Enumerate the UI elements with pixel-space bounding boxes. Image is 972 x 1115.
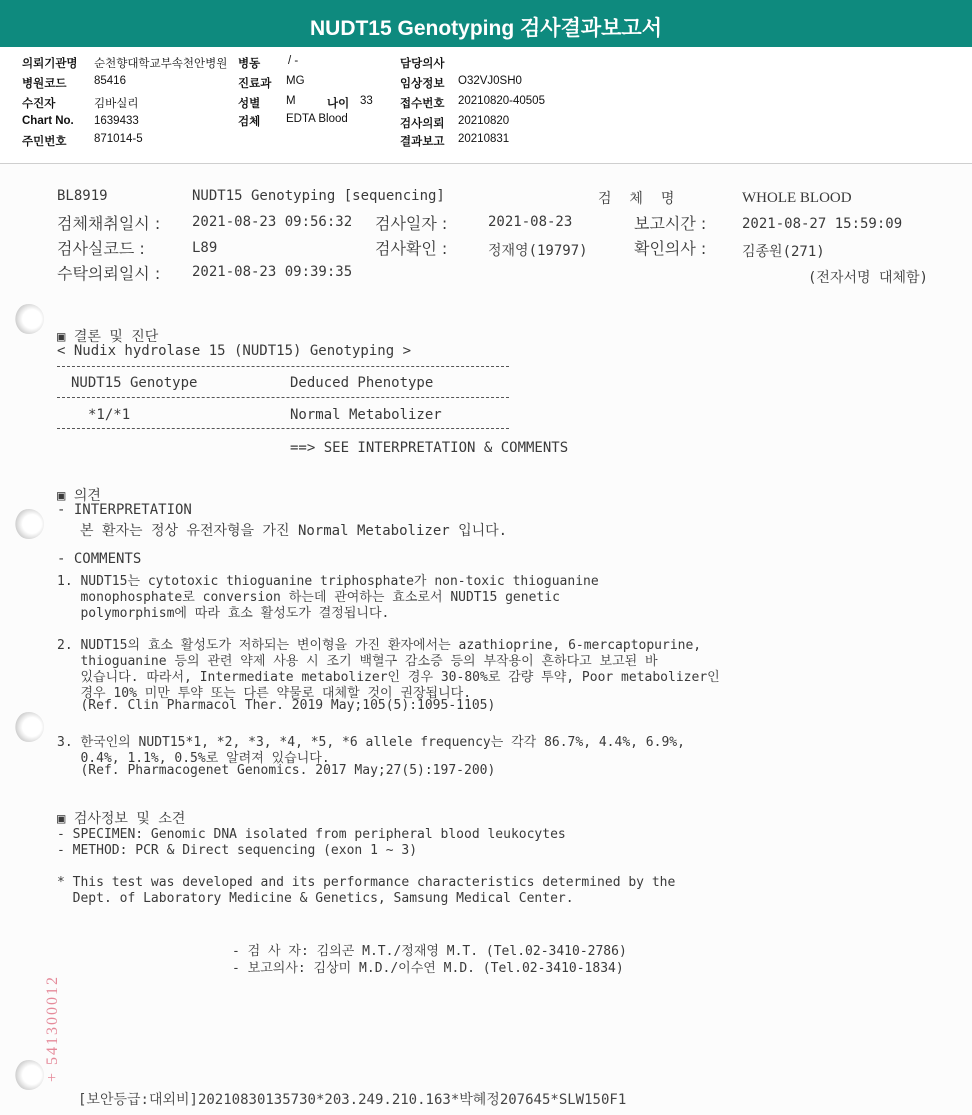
genotype-value: *1/*1 xyxy=(88,407,131,423)
chart-no-value: 1639433 xyxy=(94,115,139,127)
opinion-heading: ▣ 의견 xyxy=(57,488,101,504)
interpretation-text: 본 환자는 정상 유전자형을 가진 Normal Metabolizer 입니다. xyxy=(80,523,508,539)
comment-3-line: 3. 한국인의 NUDT15*1, *2, *3, *4, *5, *6 allele frequency는 각각 86.7%, 4.4%, 6.9%, xyxy=(57,735,685,750)
comment-2-line: thioguanine 등의 관련 약제 사용 시 조기 백혈구 감소증 등의 부작용이 흔하다고 보고된 바 xyxy=(57,654,658,669)
phenotype-value: Normal Metabolizer xyxy=(290,407,442,423)
patient-header xyxy=(0,50,972,164)
department-label: 진료과 xyxy=(238,78,272,90)
specimen-label: 검체 xyxy=(238,116,261,128)
request-date-value: 20210820 xyxy=(458,115,510,127)
request-time-value: 2021-08-23 09:39:35 xyxy=(192,264,353,280)
specimen-info: - SPECIMEN: Genomic DNA isolated from peripheral blood leukocytes xyxy=(57,827,566,842)
test-name: NUDT15 Genotyping [sequencing] xyxy=(192,188,445,204)
age-label: 나이 xyxy=(327,98,350,110)
report-date-label: 결과보고 xyxy=(400,136,445,148)
lab-code-value: L89 xyxy=(192,240,218,256)
test-date-label: 검사일자 : xyxy=(375,214,448,233)
comment-1-line: monophosphate로 conversion 하는데 관여하는 효소로서 NUDT15 genetic xyxy=(57,590,560,605)
punch-hole xyxy=(14,304,44,334)
sex-value: M xyxy=(286,95,296,107)
genotype-header: NUDT15 Genotype xyxy=(71,375,198,391)
comments-label: - COMMENTS xyxy=(57,551,142,567)
report-date-value: 20210831 xyxy=(458,133,510,145)
comment-1-line: 1. NUDT15는 cytotoxic thioguanine triphosphate가 non-toxic thioguanine xyxy=(57,574,599,589)
department-value: MG xyxy=(286,75,305,87)
table-divider xyxy=(57,428,509,429)
ward-value: / - xyxy=(288,55,299,67)
report-title-bar xyxy=(0,0,972,47)
test-date-value: 2021-08-23 xyxy=(488,214,573,230)
hospital-code-label: 병원코드 xyxy=(22,78,67,90)
report-time-value: 2021-08-27 15:59:09 xyxy=(742,216,903,232)
table-divider xyxy=(57,366,509,367)
comment-2-line: 있습니다. 따라서, Intermediate metabolizer인 경우 30-80%로 감량 투약, Poor metabolizer인 xyxy=(57,670,720,685)
punch-hole xyxy=(14,509,44,539)
collect-time-label: 검체채취일시 : xyxy=(57,214,161,233)
comment-2-line: (Ref. Clin Pharmacol Ther. 2019 May;105(5):1095-1105) xyxy=(57,698,496,713)
punch-hole xyxy=(14,1060,44,1090)
comment-3-line: 0.4%, 1.1%, 0.5%로 알려져 있습니다. xyxy=(57,751,330,766)
lab-code-label: 검사실코드 : xyxy=(57,239,145,258)
resident-no-label: 주민번호 xyxy=(22,136,67,148)
sex-label: 성별 xyxy=(238,98,261,110)
esign-note: (전자서명 대체함) xyxy=(808,270,928,286)
test-code: BL8919 xyxy=(57,188,108,204)
side-serial-number: + 541300012 xyxy=(44,974,61,1082)
doctor-label: 담당의사 xyxy=(400,58,445,70)
side-serial-number-wrap xyxy=(44,922,64,1082)
tester-line: - 검 사 자: 김의곤 M.T./정재영 M.T. (Tel.02-3410-2786) xyxy=(232,944,627,959)
ward-label: 병동 xyxy=(238,58,261,70)
specimen-name-value: WHOLE BLOOD xyxy=(742,190,852,206)
hospital-name-value: 순천향대학교부속천안병원 xyxy=(94,58,228,70)
punch-hole xyxy=(14,712,44,742)
interpretation-label: - INTERPRETATION xyxy=(57,502,192,518)
receipt-no-label: 접수번호 xyxy=(400,98,445,110)
reporter-line: - 보고의사: 김상미 M.D./이수연 M.D. (Tel.02-3410-1834) xyxy=(232,961,624,976)
age-value: 33 xyxy=(360,95,373,107)
method-info: - METHOD: PCR & Direct sequencing (exon 1 ~ 3) xyxy=(57,843,418,858)
comment-3-line: (Ref. Pharmacogenet Genomics. 2017 May;27(5):197-200) xyxy=(57,763,496,778)
collect-time-value: 2021-08-23 09:56:32 xyxy=(192,214,353,230)
report-title: NUDT15 Genotyping 검사결과보고서 xyxy=(309,17,662,40)
request-time-label: 수탁의뢰일시 : xyxy=(57,264,161,283)
patient-name-label: 수진자 xyxy=(22,98,56,110)
comment-2-line: 경우 10% 미만 투약 또는 다른 약물로 대체할 것이 권장됩니다. xyxy=(57,686,472,701)
confirm-value: 정재영(19797) xyxy=(488,243,588,259)
confirm-doctor-value: 김종원(271) xyxy=(742,244,825,260)
confirm-doctor-label: 확인의사 : xyxy=(634,239,707,258)
chart-no-label: Chart No. xyxy=(22,115,74,127)
resident-no-value: 871014-5 xyxy=(94,133,143,145)
table-divider xyxy=(57,397,509,398)
conclusion-heading: ▣ 결론 및 진단 xyxy=(57,329,159,345)
clinical-info-label: 임상정보 xyxy=(400,78,445,90)
clinical-info-value: O32VJ0SH0 xyxy=(458,75,522,87)
patient-name-value: 김바실리 xyxy=(94,98,139,110)
request-date-label: 검사의뢰 xyxy=(400,118,445,130)
see-interpretation: ==> SEE INTERPRETATION & COMMENTS xyxy=(290,440,569,456)
phenotype-header: Deduced Phenotype xyxy=(290,375,434,391)
confirm-label: 검사확인 : xyxy=(375,239,448,258)
security-footer: [보안등급:대외비]20210830135730*203.249.210.163*박혜정207645*SLW150F1 xyxy=(78,1092,627,1108)
comment-1-line: polymorphism에 따라 효소 활성도가 결정됩니다. xyxy=(57,606,390,621)
note-line: * This test was developed and its performance characteristics determined by the xyxy=(57,875,676,890)
note-line: Dept. of Laboratory Medicine & Genetics, Samsung Medical Center. xyxy=(57,891,574,906)
hospital-code-value: 85416 xyxy=(94,75,126,87)
report-time-label: 보고시간 : xyxy=(634,214,707,233)
info-heading: ▣ 검사정보 및 소견 xyxy=(57,811,186,827)
receipt-no-value: 20210820-40505 xyxy=(458,95,545,107)
specimen-name-label: 검 체 명 xyxy=(598,191,678,207)
conclusion-subtitle: < Nudix hydrolase 15 (NUDT15) Genotyping > xyxy=(57,343,412,359)
hospital-name-label: 의뢰기관명 xyxy=(22,58,78,70)
scanned-report xyxy=(0,164,972,1115)
comment-2-line: 2. NUDT15의 효소 활성도가 저하되는 변이형을 가진 환자에서는 azathioprine, 6-mercaptopurine, xyxy=(57,638,702,653)
specimen-value: EDTA Blood xyxy=(286,113,348,125)
